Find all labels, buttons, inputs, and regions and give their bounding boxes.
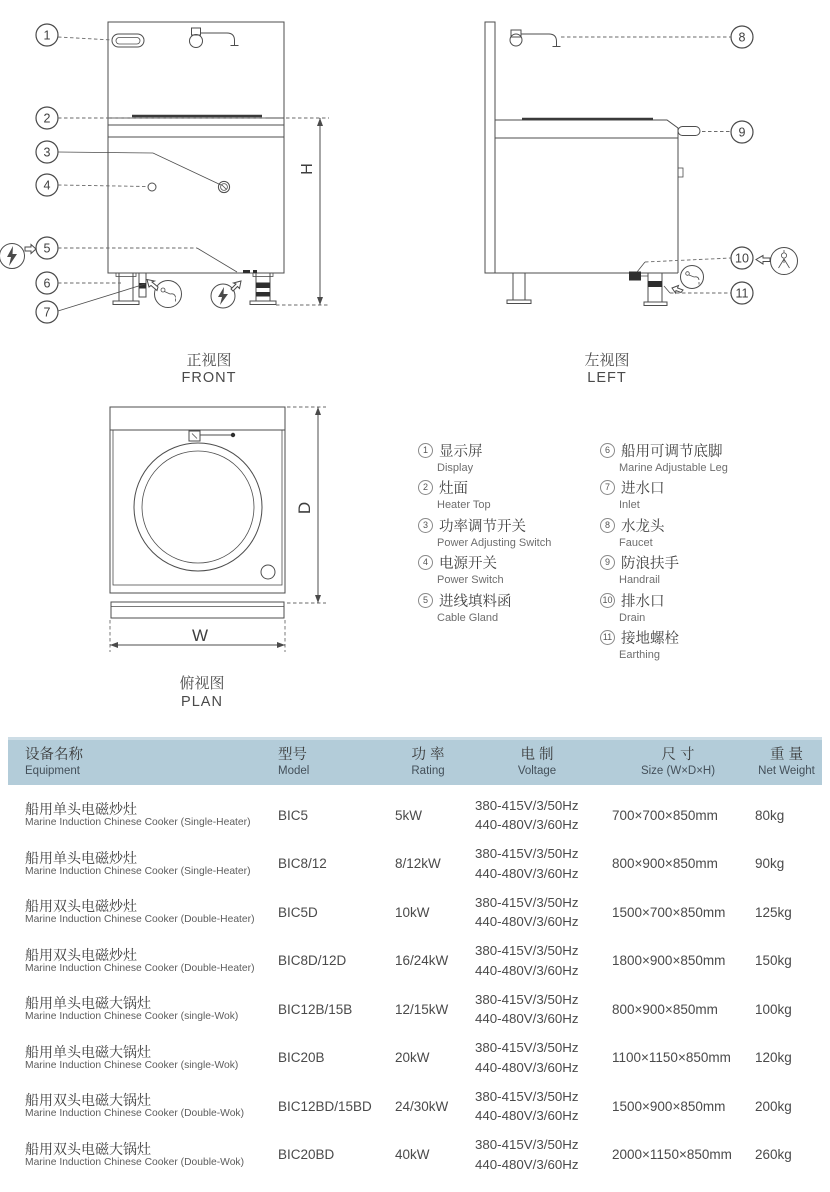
legend-en: Display <box>437 462 474 474</box>
legend-en: Cable Gland <box>437 611 499 624</box>
legend-item <box>600 515 825 552</box>
handrail <box>678 127 700 136</box>
callout-3: 3 <box>43 145 51 160</box>
legend-en: Heater Top <box>437 499 491 512</box>
cell-model: BIC12BD/15BD <box>278 1098 372 1114</box>
cell-weight: 200kg <box>755 1098 792 1114</box>
callout-1: 1 <box>43 28 51 43</box>
legend-num-badge: 7 <box>600 480 615 495</box>
legend-zh: 排水口 <box>621 593 665 610</box>
legend-zh: 防浪扶手 <box>621 556 679 573</box>
header-rating: 功 率 Rating <box>411 747 445 777</box>
legend-zh: 电源开关 <box>439 556 497 573</box>
left-title-en: LEFT <box>587 370 627 386</box>
callout-11: 11 <box>735 286 749 301</box>
callout-4: 4 <box>43 178 51 193</box>
legend-item <box>600 590 825 627</box>
legend-num-badge: 11 <box>600 630 615 645</box>
left-view-drawing <box>415 0 830 395</box>
cell-voltage: 380-415V/3/50Hz 440-480V/3/60Hz <box>475 1040 579 1075</box>
cell-weight: 150kg <box>755 953 792 969</box>
cell-rating: 10kW <box>395 904 430 920</box>
legend-en: Handrail <box>619 574 660 587</box>
parts-legend <box>413 440 830 675</box>
dim-w-label: W <box>191 626 209 645</box>
legend-column-1 <box>418 440 593 627</box>
table-row <box>8 937 822 986</box>
legend-zh: 水龙头 <box>621 518 665 535</box>
cell-equipment: 船用双头电磁大锅灶 Marine Induction Chinese Cooker (Double-Wok) <box>25 1092 245 1120</box>
legend-num-badge: 8 <box>600 518 615 533</box>
spec-table-body <box>8 791 822 1179</box>
legend-num-badge: 2 <box>418 480 433 495</box>
faucet-side <box>510 30 561 47</box>
cell-size: 1500×700×850mm <box>612 904 726 920</box>
callout-2: 2 <box>43 111 51 126</box>
water-connection-icon <box>672 266 704 294</box>
callout-9: 9 <box>738 125 746 140</box>
cell-weight: 260kg <box>755 1147 792 1163</box>
cell-voltage: 380-415V/3/50Hz 440-480V/3/60Hz <box>475 1088 579 1124</box>
cell-equipment: 船用双头电磁炒灶 Marine Induction Chinese Cooker (Double-Heater) <box>25 898 255 926</box>
legend-num-badge: 10 <box>600 593 615 608</box>
legend-num-badge: 4 <box>418 555 433 570</box>
left-legs <box>507 273 531 304</box>
legend-en: Drain <box>619 611 646 624</box>
legend-num-badge: 6 <box>600 443 615 458</box>
legend-item <box>418 515 593 552</box>
legend-zh: 船用可调节底脚 <box>621 444 723 460</box>
legend-item <box>600 627 825 664</box>
plan-faucet <box>189 431 235 441</box>
display-panel <box>112 34 144 47</box>
left-title-zh: 左视图 <box>584 352 630 369</box>
cell-size: 800×900×850mm <box>612 856 718 872</box>
legend-num-badge: 1 <box>418 443 433 458</box>
cell-rating: 16/24kW <box>395 953 449 969</box>
cell-rating: 20kW <box>395 1050 430 1066</box>
front-cabinet-outline <box>108 22 284 273</box>
table-row <box>8 1082 822 1131</box>
cell-weight: 100kg <box>755 1001 792 1017</box>
legend-column-2 <box>600 440 825 664</box>
front-callouts <box>36 24 58 323</box>
cell-voltage: 380-415V/3/50Hz 440-480V/3/60Hz <box>475 894 579 930</box>
legend-en: Faucet <box>619 536 653 549</box>
callout-6: 6 <box>43 276 51 291</box>
cell-size: 700×700×850mm <box>612 807 718 823</box>
plan-outline <box>110 407 285 593</box>
water-supply-icon <box>147 280 182 308</box>
legend-zh: 功率调节开关 <box>439 518 526 535</box>
table-row <box>8 840 822 889</box>
dim-d-label: D <box>295 501 314 515</box>
table-row <box>8 791 822 840</box>
cell-rating: 12/15kW <box>395 1001 449 1017</box>
width-dimension <box>110 620 285 652</box>
legend-item <box>418 590 593 627</box>
front-leader-lines <box>58 37 268 311</box>
cell-model: BIC8/12 <box>278 856 327 872</box>
legend-item <box>600 440 825 477</box>
left-body-outline <box>495 119 683 273</box>
drain-pipe <box>629 272 667 306</box>
spec-table-header <box>8 737 822 785</box>
cell-rating: 40kW <box>395 1147 430 1163</box>
power-adjusting-knob <box>218 181 229 192</box>
cell-size: 1800×900×850mm <box>612 953 726 969</box>
wok-opening <box>134 443 262 571</box>
cell-voltage: 380-415V/3/50Hz 440-480V/3/60Hz <box>475 1137 579 1172</box>
plan-title-en: PLAN <box>181 694 223 710</box>
callout-10: 10 <box>735 251 749 266</box>
cell-weight: 90kg <box>755 856 785 872</box>
legend-zh: 接地螺栓 <box>621 630 679 647</box>
legend-zh: 进线填料函 <box>439 593 512 610</box>
plan-title-zh: 俯视图 <box>179 675 225 692</box>
table-row <box>8 1131 822 1180</box>
cell-equipment: 船用单头电磁大锅灶 Marine Induction Chinese Cooker (single-Wok) <box>25 1043 239 1071</box>
header-equipment: 设备名称 Equipment <box>25 747 83 777</box>
table-row <box>8 888 822 937</box>
cell-equipment: 船用单头电磁炒灶 Marine Induction Chinese Cooker (Single-Heater) <box>25 849 251 877</box>
cell-size: 800×900×850mm <box>612 1001 718 1017</box>
plan-bottom-band <box>111 602 284 618</box>
cell-model: BIC20BD <box>278 1147 335 1163</box>
legend-en: Inlet <box>619 499 640 512</box>
cell-model: BIC8D/12D <box>278 953 347 969</box>
cell-weight: 80kg <box>755 807 785 823</box>
cell-equipment: 船用单头电磁大锅灶 Marine Induction Chinese Cooker (single-Wok) <box>25 995 239 1023</box>
legend-item <box>418 477 593 514</box>
legend-zh: 显示屏 <box>439 444 483 460</box>
legend-zh: 灶面 <box>439 481 468 498</box>
callout-7: 7 <box>43 305 51 320</box>
spec-table <box>8 737 822 1179</box>
legend-num-badge: 9 <box>600 555 615 570</box>
electric-connection-icon <box>211 281 241 308</box>
plan-view-drawing <box>60 400 430 712</box>
cell-voltage: 380-415V/3/50Hz 440-480V/3/60Hz <box>475 943 579 978</box>
legend-en: Power Adjusting Switch <box>437 536 552 549</box>
table-row <box>8 985 822 1034</box>
plan-drain-hole <box>261 565 275 579</box>
front-view-drawing <box>0 0 412 395</box>
cell-voltage: 380-415V/3/50Hz 440-480V/3/60Hz <box>475 991 579 1027</box>
cell-voltage: 380-415V/3/50Hz 440-480V/3/60Hz <box>475 797 579 833</box>
dim-h-label: H <box>299 163 316 175</box>
cell-model: BIC12B/15B <box>278 1001 353 1017</box>
cell-equipment: 船用双头电磁炒灶 Marine Induction Chinese Cooker (Double-Heater) <box>25 946 255 974</box>
cell-size: 2000×1150×850mm <box>612 1147 732 1163</box>
legend-en: Earthing <box>619 648 660 661</box>
cell-rating: 24/30kW <box>395 1098 449 1114</box>
legend-num-badge: 3 <box>418 518 433 533</box>
header-voltage: 电 制 Voltage <box>517 747 557 777</box>
cell-model: BIC5 <box>278 807 309 823</box>
depth-dimension <box>287 407 326 603</box>
left-callouts <box>731 26 753 304</box>
power-switch-lamp <box>148 183 156 191</box>
cell-equipment: 船用双头电磁大锅灶 Marine Induction Chinese Cooker (Double-Wok) <box>25 1140 245 1168</box>
cell-model: BIC5D <box>278 904 318 920</box>
callout-5: 5 <box>43 241 51 256</box>
table-row <box>8 1034 822 1083</box>
cell-rating: 5kW <box>395 807 422 823</box>
cell-size: 1100×1150×850mm <box>612 1050 731 1066</box>
riser-pipe <box>485 22 495 273</box>
legend-zh: 进水口 <box>621 481 665 498</box>
cell-rating: 8/12kW <box>395 856 441 872</box>
legend-en: Marine Adjustable Leg <box>619 462 728 474</box>
cell-weight: 125kg <box>755 904 792 920</box>
cell-voltage: 380-415V/3/50Hz 440-480V/3/60Hz <box>475 846 579 881</box>
callout-8: 8 <box>738 30 746 45</box>
legend-num-badge: 5 <box>418 593 433 608</box>
left-leader-lines <box>561 37 731 293</box>
header-size: 尺 寸 Size (W×D×H) <box>640 747 716 777</box>
drain-icon <box>756 248 798 275</box>
cell-weight: 120kg <box>755 1050 792 1066</box>
front-legs <box>113 270 276 305</box>
cell-equipment: 船用单头电磁炒灶 Marine Induction Chinese Cooker (Single-Heater) <box>25 801 251 829</box>
cell-model: BIC20B <box>278 1050 325 1066</box>
header-model: 型号 Model <box>278 747 310 777</box>
front-title-en: FRONT <box>181 370 237 386</box>
legend-item <box>600 477 825 514</box>
cell-size: 1500×900×850mm <box>612 1098 726 1114</box>
faucet-front <box>190 28 239 48</box>
legend-item <box>418 552 593 589</box>
legend-item <box>600 552 825 589</box>
front-title-zh: 正视图 <box>186 352 232 369</box>
legend-item <box>418 440 593 477</box>
electric-supply-icon <box>0 244 36 269</box>
header-weight: 重 量 Net Weight <box>758 747 815 777</box>
legend-en: Power Switch <box>437 574 504 587</box>
